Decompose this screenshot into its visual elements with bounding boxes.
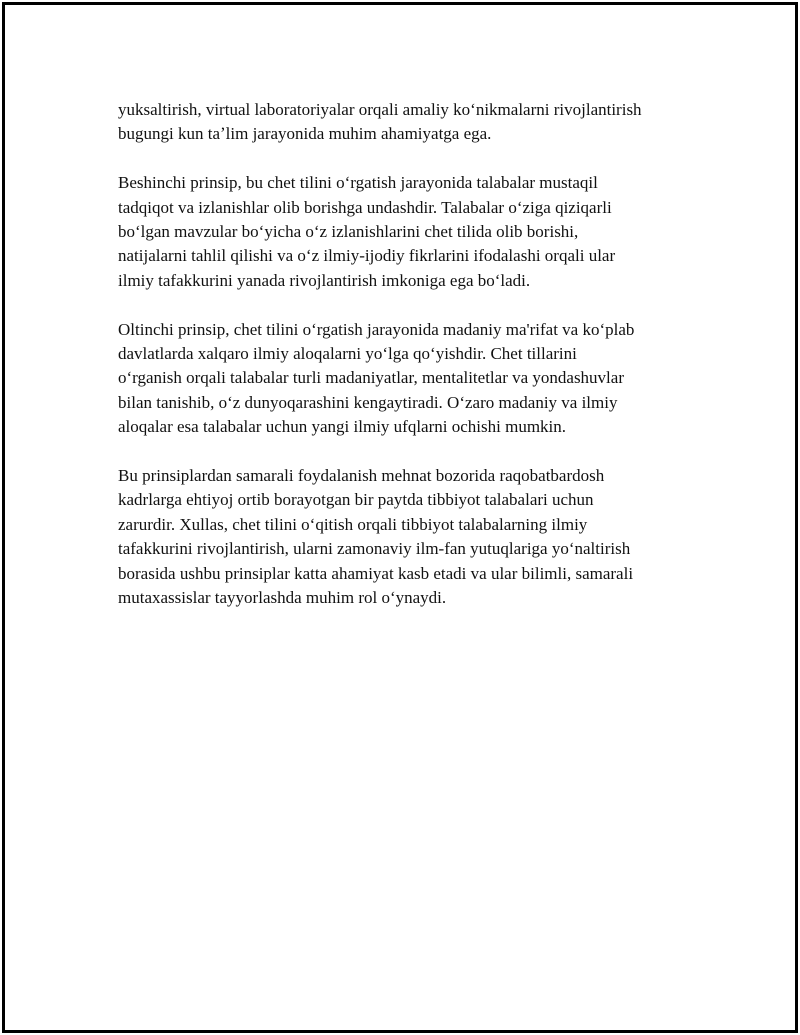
paragraph-conclusion: Bu prinsiplardan samarali foydalanish mehnat bozorida raqobatbardosh kadrlarga ehtiyoj ortib borayotgan bir paytda tibbiyot talabalari uchun zarurdir. Xullas, chet tilini oʻqitish orqali tibbiyot talabalarning ilmiy tafakkurini rivojlantirish, ularni zamonaviy ilm-fan yutuqlariga yoʻnaltirish borasida ushbu prinsiplar katta ahamiyat kasb etadi va ular bilimli, samarali mutaxassislar tayyorlashda muhim rol oʻynaydi.	[118, 466, 634, 608]
paragraph-continuation: yuksaltirish, virtual laboratoriyalar orqali amaliy koʻnikmalarni rivojlantirish bugungi kun taʼlim jarayonida muhim ahamiyatga ega.	[118, 100, 642, 144]
paragraph-fifth-principle: Beshinchi prinsip, bu chet tilini oʻrgatish jarayonida talabalar mustaqil tadqiqot va izlanishlar olib borishga undashdir. Talabalar oʻziga qiziqarli boʻlgan mavzular boʻyicha oʻz izlanishlarini chet tilida olib borishi, natijalarni tahlil qilishi va oʻz ilmiy-ijodiy fikrlarini ifodalashi orqali ular ilmiy tafakkurini yanada rivojlantirish imkoniga ega boʻladi.	[118, 173, 616, 290]
document-body	[118, 98, 718, 610]
page-frame	[2, 2, 798, 1033]
paragraph-sixth-principle: Oltinchi prinsip, chet tilini oʻrgatish jarayonida madaniy ma'rifat va koʻplab davlatlarda xalqaro ilmiy aloqalarni yoʻlga qoʻyishdir. Chet tillarini oʻrganish orqali talabalar turli madaniyatlar, mentalitetlar va yondashuvlar bilan tanishib, oʻz dunyoqarashini kengaytiradi. Oʻzaro madaniy va ilmiy aloqalar esa talabalar uchun yangi ilmiy ufqlarni ochishi mumkin.	[118, 319, 635, 437]
